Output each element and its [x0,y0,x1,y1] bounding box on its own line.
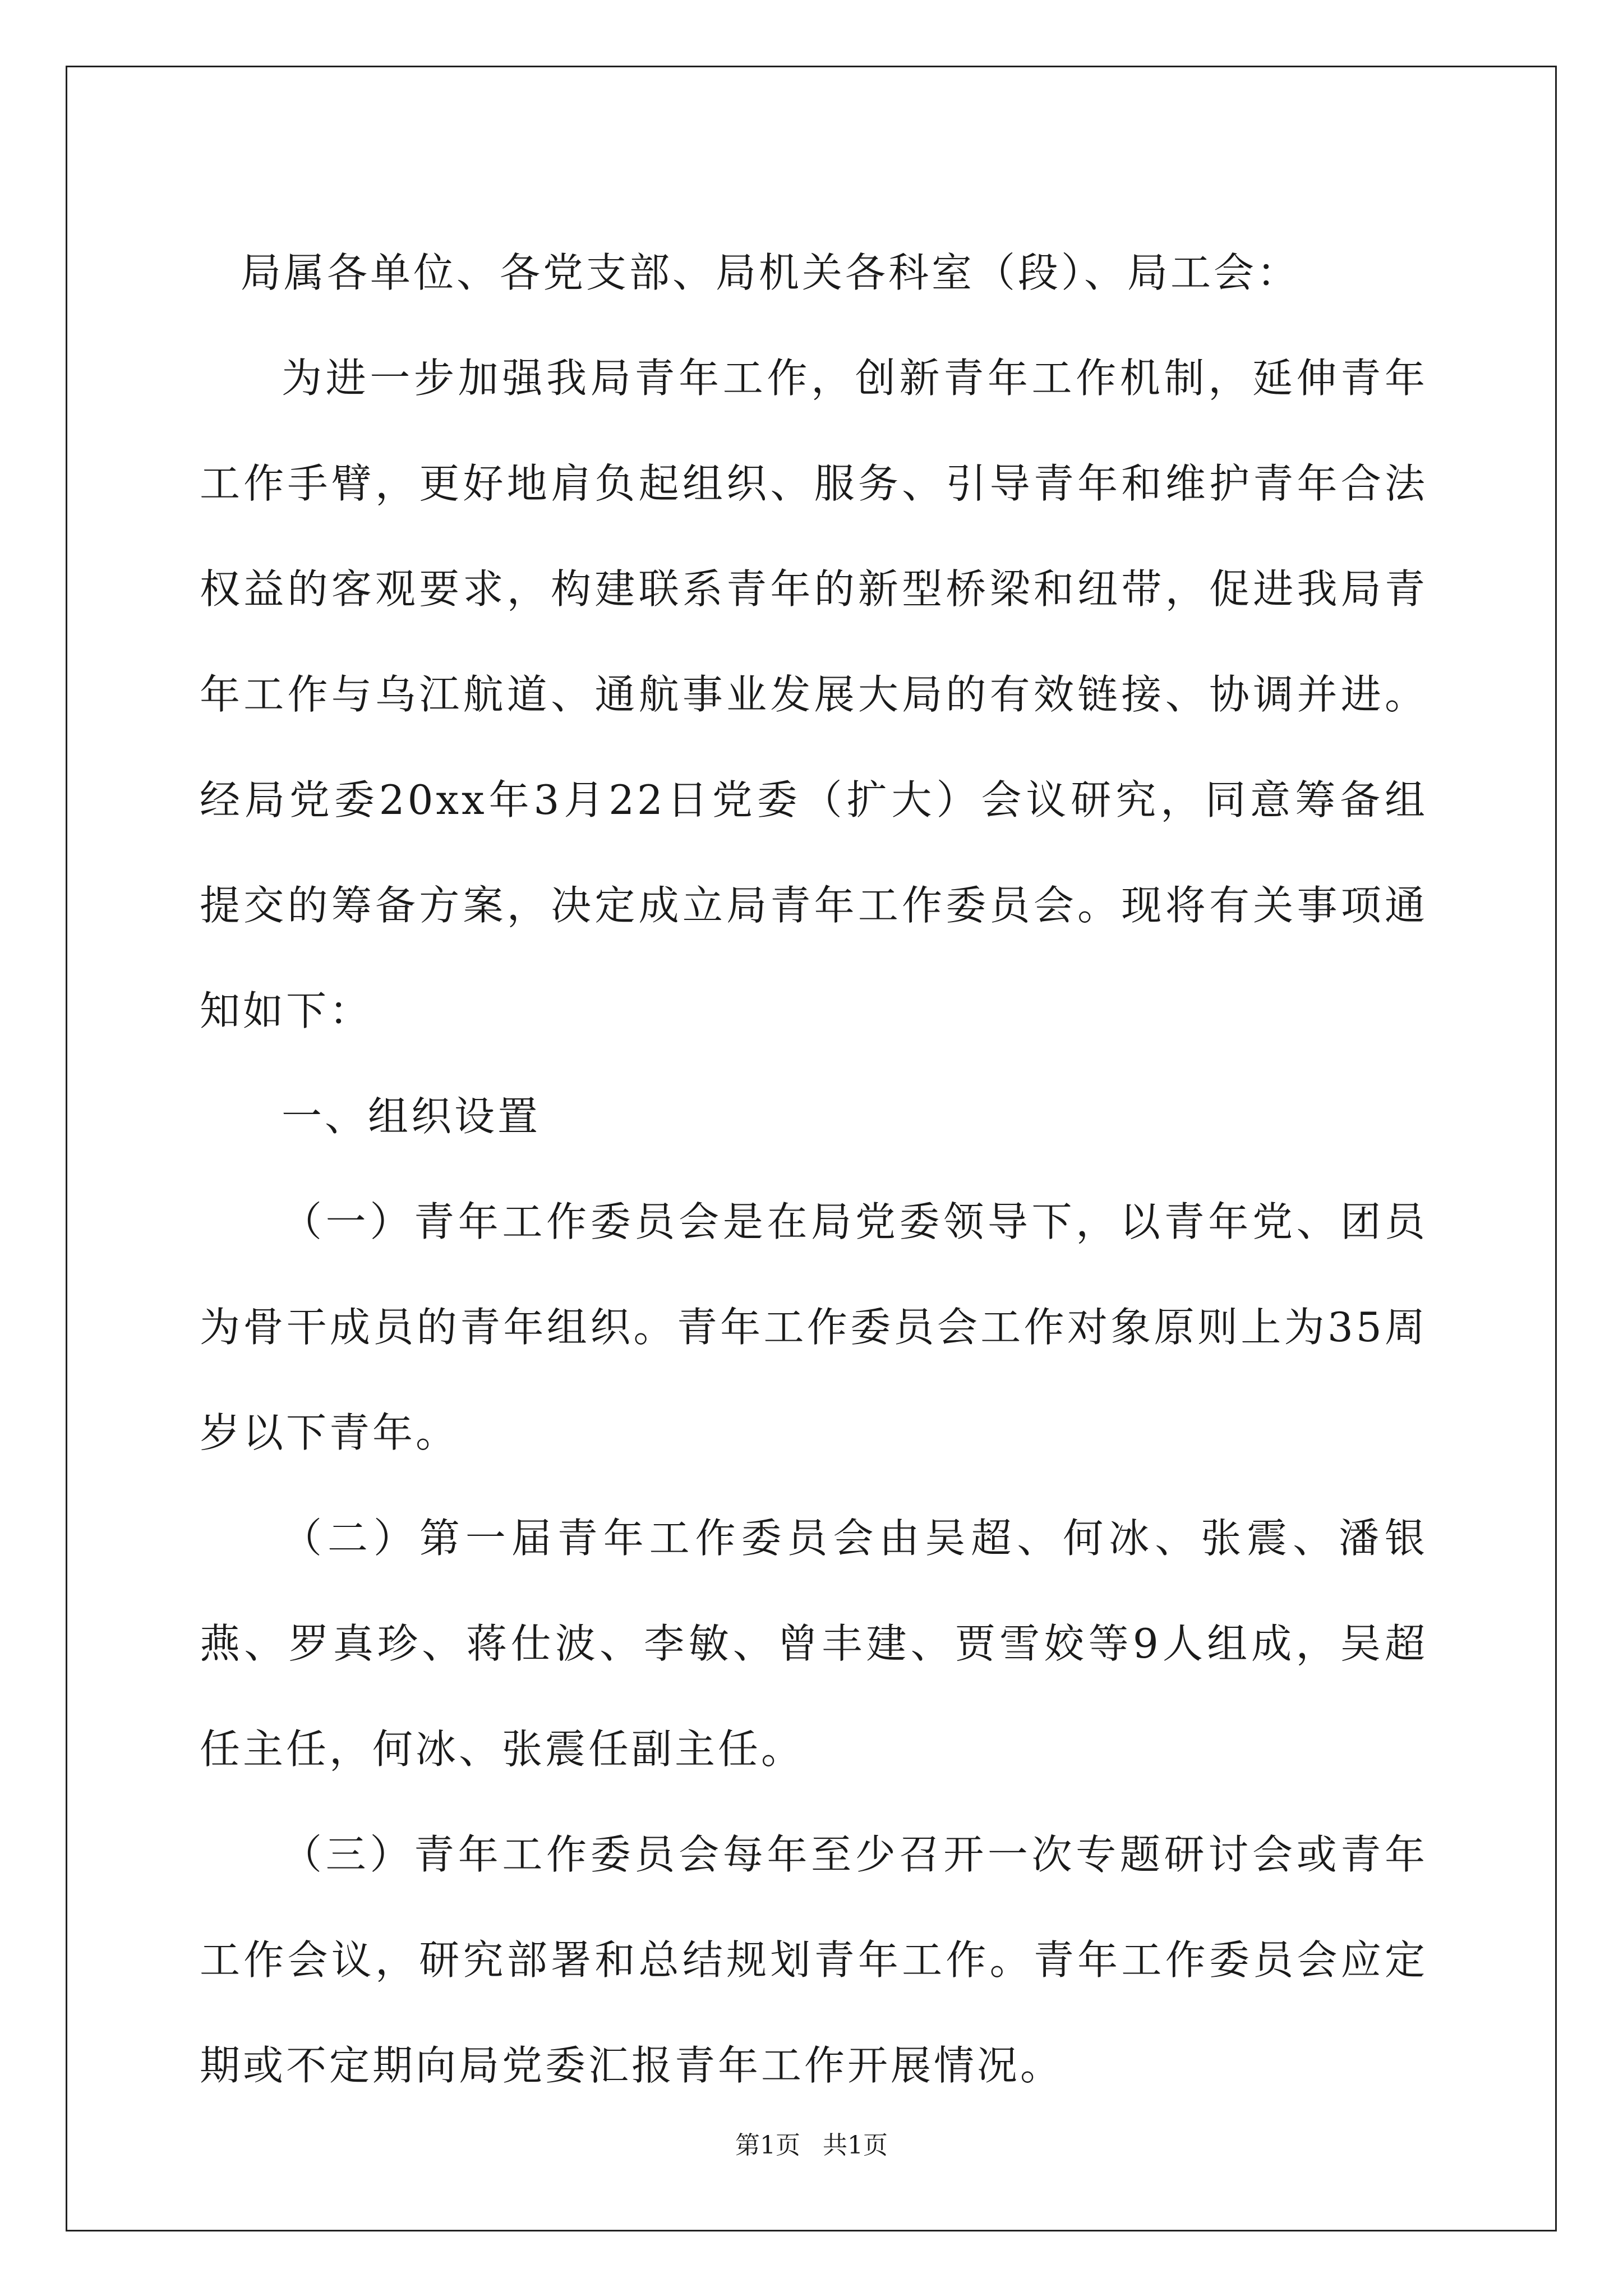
document-body [200,220,1428,2118]
page-number: 第1页 [735,2131,800,2160]
page-total: 共1页 [823,2131,888,2160]
salutation-paragraph: 局属各单位、各党支部、局机关各科室（段）、局工会： [241,249,1301,296]
section-heading: 一、组织设置 [282,1093,541,1140]
list-item-2: （二）第一届青年工作委员会由吴超、何冰、张震、潘银燕、罗真珍、蒋仕波、李敏、曾丰建、贾雪姣等9人组成，吴超任主任，何冰、张震任副主任。 [200,1515,1428,1773]
list-item-3: （三）青年工作委员会每年至少召开一次专题研讨会或青年工作会议，研究部署和总结规划青年工作。青年工作委员会应定期或不定期向局党委汇报青年工作开展情况。 [200,1831,1428,2089]
page-footer [0,2129,1623,2162]
intro-paragraph: 为进一步加强我局青年工作，创新青年工作机制，延伸青年工作手臂，更好地肩负起组织、服务、引导青年和维护青年合法权益的客观要求，构建联系青年的新型桥梁和纽带，促进我局青年工作与乌江航道、通航事业发展大局的有效链接、协调并进。经局党委20xx年3月22日党委（扩大）会议研究，同意筹备组提交的筹备方案，决定成立局青年工作委员会。现将有关事项通知如下： [200,355,1428,1034]
list-item-1: （一）青年工作委员会是在局党委领导下，以青年党、团员为骨干成员的青年组织。青年工作委员会工作对象原则上为35周岁以下青年。 [200,1198,1428,1456]
